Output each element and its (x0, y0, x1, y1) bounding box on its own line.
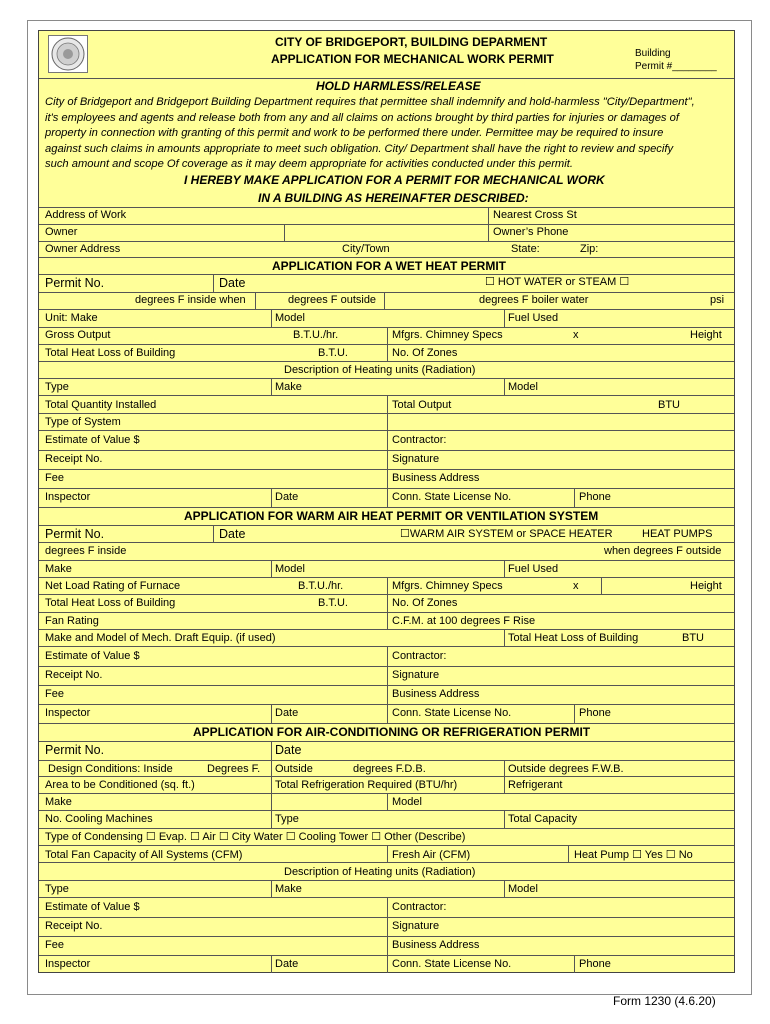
warm-deg-outside-field[interactable]: when degrees F outside (604, 545, 722, 557)
warm-height-field[interactable]: Height (690, 580, 722, 592)
city-field[interactable]: City/Town (342, 243, 390, 255)
app-title: APPLICATION FOR MECHANICAL WORK PERMIT (271, 52, 554, 66)
ac-fan-capacity-field[interactable]: Total Fan Capacity of All Systems (CFM) (45, 849, 243, 861)
warm-signature-field[interactable]: Signature (392, 669, 440, 681)
warm-fee-field[interactable]: Fee (45, 688, 64, 700)
wet-fuel-field[interactable]: Fuel Used (508, 312, 559, 324)
state-field[interactable]: State: (511, 243, 540, 255)
wet-model2-field[interactable]: Model (508, 381, 538, 393)
ac-desc-heading: Description of Heating units (Radiation) (284, 866, 476, 878)
release-text-1: City of Bridgeport and Bridgeport Building Department requires that permittee shall indemnify and hold-harmless "City/Department", (45, 96, 695, 108)
warm-fan-rating-field[interactable]: Fan Rating (45, 615, 99, 627)
wet-unit-make-field[interactable]: Unit: Make (45, 312, 98, 324)
warm-net-load-field[interactable]: Net Load Rating of Furnace (45, 580, 181, 592)
permit-number-label: Building (635, 48, 671, 59)
wet-zones-field[interactable]: No. Of Zones (392, 347, 458, 359)
owner-field[interactable]: Owner (45, 226, 78, 238)
ac-capacity-field[interactable]: Total Capacity (508, 813, 578, 825)
city-seal (48, 35, 88, 73)
wet-inspector-field[interactable]: Inspector (45, 491, 91, 503)
wet-deg-inside-field[interactable]: degrees F inside when (135, 294, 246, 306)
release-heading: HOLD HARMLESS/RELEASE (316, 79, 481, 93)
wet-x-label: x (573, 329, 579, 341)
ac-make-field[interactable]: Make (45, 796, 72, 808)
ac-condensing-checkboxes[interactable]: Type of Condensing ☐ Evap. ☐ Air ☐ City Water ☐ Cooling Tower ☐ Other (Describe) (45, 831, 466, 843)
warm-license-field[interactable]: Conn. State License No. (392, 707, 512, 719)
wet-date-field[interactable]: Date (219, 276, 246, 290)
ac-title: APPLICATION FOR AIR-CONDITIONING OR REFRIGERATION PERMIT (193, 725, 591, 739)
warm-draft-equip-field[interactable]: Make and Model of Mech. Draft Equip. (if used) (45, 632, 276, 644)
warm-receipt-field[interactable]: Receipt No. (45, 669, 103, 681)
warm-heat-loss2-field[interactable]: Total Heat Loss of Building (508, 632, 639, 644)
wet-height-field[interactable]: Height (690, 329, 722, 341)
wet-btu-hr-label: B.T.U./hr. (293, 329, 339, 341)
ac-license-field[interactable]: Conn. State License No. (392, 958, 512, 970)
release-text-4: against such claims in amounts appropriate to meet such obligation. City/ Department shall have the right to review and specify (45, 143, 674, 155)
ac-fresh-air-field[interactable]: Fresh Air (CFM) (392, 849, 471, 861)
warm-deg-inside-field[interactable]: degrees F inside (45, 545, 127, 557)
form-number: Form 1230 (4.6.20) (613, 994, 716, 1008)
wet-btu-label: B.T.U. (318, 347, 348, 359)
address-of-work-field[interactable]: Address of Work (45, 209, 127, 221)
dept-title: CITY OF BRIDGEPORT, BUILDING DEPARMENT (275, 35, 548, 49)
ac-outside-label: Outside (275, 763, 313, 775)
ac-receipt-field[interactable]: Receipt No. (45, 920, 103, 932)
wet-business-address-field[interactable]: Business Address (392, 472, 480, 484)
warm-permit-no-field[interactable]: Permit No. (45, 527, 105, 541)
warm-model-field[interactable]: Model (275, 563, 305, 575)
ac-contractor-field[interactable]: Contractor: (392, 901, 447, 913)
ac-refrigerant-field[interactable]: Refrigerant (508, 779, 563, 791)
ac-design-inside-field[interactable]: Design Conditions: Inside (48, 763, 173, 775)
declaration-2: IN A BUILDING AS HEREINAFTER DESCRIBED: (258, 191, 529, 205)
release-text-5: such amount and scope Of coverage as it may deem appropriate for activities conducted under this permit. (45, 158, 573, 170)
warm-inspector-date-field[interactable]: Date (275, 707, 299, 719)
release-text-2: it's employees and agents and release both from any and all claims on actions brought by third parties for injuries or damages of (45, 112, 679, 124)
ac-type2-field[interactable]: Type (45, 883, 69, 895)
heat-pumps-label: HEAT PUMPS (642, 528, 713, 540)
ac-business-address-field[interactable]: Business Address (392, 939, 480, 951)
wet-type-field[interactable]: Type (45, 381, 69, 393)
ac-machines-field[interactable]: No. Cooling Machines (45, 813, 153, 825)
warm-air-system-checkbox[interactable]: ☐WARM AIR SYSTEM or SPACE HEATER (400, 528, 613, 540)
owner-address-field[interactable]: Owner Address (45, 243, 121, 255)
warm-business-address-field[interactable]: Business Address (392, 688, 480, 700)
ac-fdb-field[interactable]: degrees F.D.B. (353, 763, 426, 775)
wet-psi-field[interactable]: psi (710, 294, 725, 306)
wet-contractor-field[interactable]: Contractor: (392, 434, 447, 446)
release-text-3: property in connection with granting of this permit and work to be performed there under. Permittee may be required to insure (45, 127, 664, 139)
wet-deg-outside-field[interactable]: degrees F outside (288, 294, 377, 306)
declaration-1: I HEREBY MAKE APPLICATION FOR A PERMIT FOR MECHANICAL WORK (184, 173, 605, 187)
ac-date-field[interactable]: Date (275, 743, 302, 757)
warm-btu-label: B.T.U. (318, 597, 348, 609)
wet-model-field[interactable]: Model (275, 312, 305, 324)
warm-inspector-field[interactable]: Inspector (45, 707, 91, 719)
warm-air-title: APPLICATION FOR WARM AIR HEAT PERMIT OR VENTILATION SYSTEM (184, 509, 599, 523)
wet-permit-no-field[interactable]: Permit No. (45, 276, 105, 290)
wet-qty-field[interactable]: Total Quantity Installed (45, 399, 157, 411)
warm-date-field[interactable]: Date (219, 527, 246, 541)
wet-heat-loss-field[interactable]: Total Heat Loss of Building (45, 347, 176, 359)
wet-receipt-field[interactable]: Receipt No. (45, 453, 103, 465)
wet-total-output-field[interactable]: Total Output (392, 399, 452, 411)
ac-degrees-f-label: Degrees F. (207, 763, 261, 775)
ac-make2-field[interactable]: Make (275, 883, 302, 895)
ac-phone-field[interactable]: Phone (579, 958, 611, 970)
wet-inspector-date-field[interactable]: Date (275, 491, 299, 503)
ac-permit-no-field[interactable]: Permit No. (45, 743, 105, 757)
wet-make-field[interactable]: Make (275, 381, 302, 393)
nearest-cross-field[interactable]: Nearest Cross St (493, 209, 577, 221)
permit-form (38, 30, 735, 973)
owner-phone-field[interactable]: Owner’s Phone (493, 226, 569, 238)
warm-heat-loss-field[interactable]: Total Heat Loss of Building (45, 597, 176, 609)
warm-estimate-field[interactable]: Estimate of Value $ (45, 650, 140, 662)
warm-btu2-label: BTU (682, 632, 704, 644)
ac-model2-field[interactable]: Model (508, 883, 538, 895)
warm-make-field[interactable]: Make (45, 563, 72, 575)
ac-area-field[interactable]: Area to be Conditioned (sq. ft.) (45, 779, 195, 791)
zip-field[interactable]: Zip: (580, 243, 599, 255)
ac-refrig-required-field[interactable]: Total Refrigeration Required (BTU/hr) (275, 779, 458, 791)
wet-fee-field[interactable]: Fee (45, 472, 64, 484)
wet-type-system-field[interactable]: Type of System (45, 416, 121, 428)
warm-x-label: x (573, 580, 579, 592)
hot-water-steam-checkbox[interactable]: ☐ HOT WATER or STEAM ☐ (485, 276, 630, 288)
warm-btu-hr-label: B.T.U./hr. (298, 580, 344, 592)
wet-desc-heading: Description of Heating units (Radiation) (284, 364, 476, 376)
ac-type-field[interactable]: Type (275, 813, 299, 825)
warm-contractor-field[interactable]: Contractor: (392, 650, 447, 662)
wet-chimney-field[interactable]: Mfgrs. Chimney Specs (392, 329, 503, 341)
ac-heat-pump-checkboxes[interactable]: Heat Pump ☐ Yes ☐ No (574, 849, 693, 861)
ac-fee-field[interactable]: Fee (45, 939, 64, 951)
warm-phone-field[interactable]: Phone (579, 707, 611, 719)
wet-btu2-label: BTU (658, 399, 680, 411)
ac-estimate-field[interactable]: Estimate of Value $ (45, 901, 140, 913)
wet-heat-title: APPLICATION FOR A WET HEAT PERMIT (272, 259, 506, 273)
ac-fwb-field[interactable]: Outside degrees F.W.B. (508, 763, 624, 775)
ac-model-field[interactable]: Model (392, 796, 422, 808)
ac-inspector-field[interactable]: Inspector (45, 958, 91, 970)
warm-chimney-field[interactable]: Mfgrs. Chimney Specs (392, 580, 503, 592)
permit-number-field[interactable]: Permit #________ (635, 61, 717, 72)
ac-inspector-date-field[interactable]: Date (275, 958, 299, 970)
wet-phone-field[interactable]: Phone (579, 491, 611, 503)
warm-cfm-field[interactable]: C.F.M. at 100 degrees F Rise (392, 615, 536, 627)
wet-signature-field[interactable]: Signature (392, 453, 440, 465)
wet-estimate-field[interactable]: Estimate of Value $ (45, 434, 140, 446)
ac-signature-field[interactable]: Signature (392, 920, 440, 932)
warm-fuel-field[interactable]: Fuel Used (508, 563, 559, 575)
wet-deg-boiler-field[interactable]: degrees F boiler water (479, 294, 589, 306)
wet-license-field[interactable]: Conn. State License No. (392, 491, 512, 503)
wet-gross-output-field[interactable]: Gross Output (45, 329, 111, 341)
warm-zones-field[interactable]: No. Of Zones (392, 597, 458, 609)
